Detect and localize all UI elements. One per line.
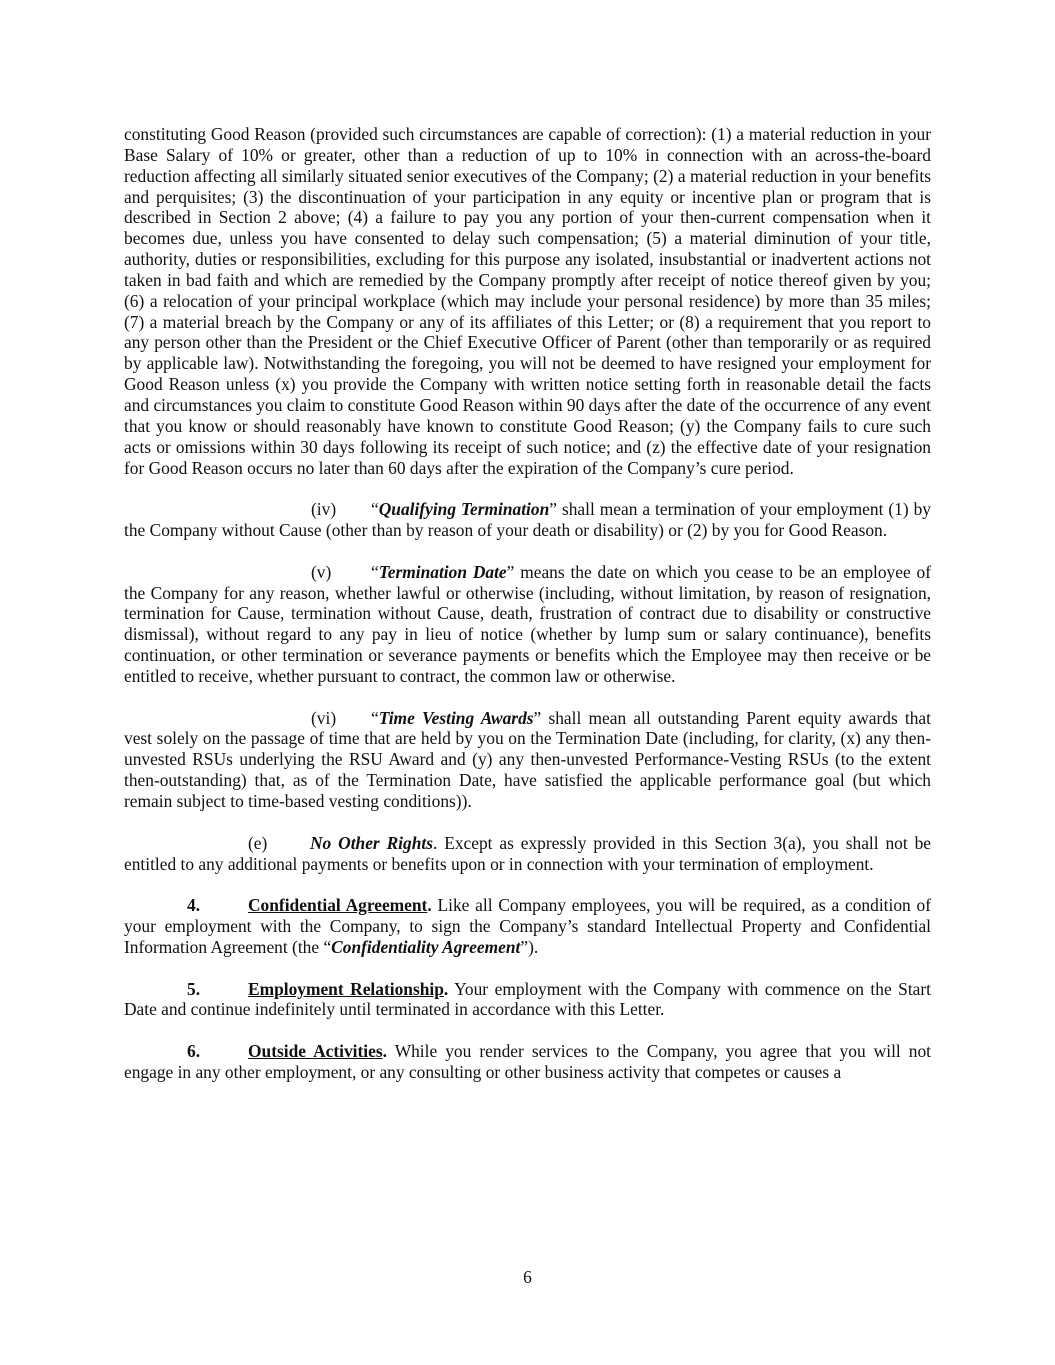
defined-term: Qualifying Termination <box>378 499 550 520</box>
termination-date-definition: (v) “Termination Date” means the date on which you cease to be an employee of the Company for any reason, whether lawful or otherwise (including, without limitation, by reason of resignation, termination for Cause, termination without Cause, death, frustration of contract due to disability or constructive dismissal), without regard to any pay in lieu of notice (whether by lump sum or salary continuance), benefits continuation, or other termination or severance payments or benefits which the Employee may then receive or be entitled to receive, whether pursuant to contract, the common law or otherwise. <box>124 561 932 686</box>
section-title: Confidential Agreement <box>248 895 428 916</box>
section-number: 6. <box>187 1041 201 1062</box>
section-5-employment-relationship: 5. Employment Relationship. Your employment with the Company with commence on the Start Date and continue indefinitely until terminated in accordance with this Letter. <box>124 978 932 1020</box>
clause-label: (v) <box>311 561 332 582</box>
page-number: 6 <box>523 1267 532 1287</box>
defined-term: Termination Date <box>378 561 507 582</box>
qualifying-termination-definition: (iv) “Qualifying Termination” shall mean a termination of your employment (1) by the Company without Cause (other than by reason of your death or disability) or (2) by you for Good Reason. <box>124 499 931 541</box>
clause-label: (iv) <box>311 499 337 520</box>
defined-term: Time Vesting Awards <box>378 707 534 728</box>
clause-heading: No Other Rights <box>310 832 433 853</box>
section-6-outside-activities: 6. Outside Activities. While you render services to the Company, you agree that you will not engage in any other employment, or any consulting or other business activity that competes or causes a <box>124 1041 931 1082</box>
clause-label: (vi) <box>311 707 337 728</box>
clause-label: (e) <box>248 832 268 853</box>
section-title: Employment Relationship <box>248 978 444 999</box>
section-number: 4. <box>187 895 201 916</box>
section-4-confidential-agreement: 4. Confidential Agreement. Like all Company employees, you will be required, as a condition of your employment with the Company, to sign the Company’s standard Intellectual Property and Confidential Information Agreement (the “Confidentiality Agreement”). <box>124 895 931 957</box>
no-other-rights-paragraph: (e) No Other Rights. Except as expressly provided in this Section 3(a), you shall not be entitled to any additional payments or benefits upon or in connection with your termination of employment. <box>124 832 931 874</box>
good-reason-continuation-paragraph: constituting Good Reason (provided such circumstances are capable of correction): (1) a material reduction in your Base Salary of 10% or greater, other than a reduction of up to 10% in connection with an across-the-board reduction affecting all similarly situated senior executives of the Company; (2) a material reduction in your benefits and perquisites; (3) the discontinuation of your participation in any equity or incentive plan or program that is described in Section 2 above; (4) a failure to pay you any portion of your then-current compensation when it becomes due, unless you have consented to delay such compensation; (5) a material diminution of your title, authority, duties or responsibilities, excluding for this purpose any isolated, insubstantial or inadvertent actions not taken in bad faith and which are remedied by the Company promptly after receipt of notice thereof given by you; (6) a relocation of your principal workplace (which may include your personal residence) by more than 35 miles; (7) a material breach by the Company or any of its affiliates of this Letter; or (8) a requirement that you report to any person other than the President or the Chief Executive Officer of Parent (other than temporarily or as required by applicable law). Notwithstanding the foregoing, you will not be deemed to have resigned your employment for Good Reason unless (x) you provide the Company with written notice setting forth in reasonable detail the facts and circumstances you claim to constitute Good Reason within 90 days after the date of the occurrence of any event that you know or should reasonably have known to constitute Good Reason; (y) the Company fails to cure such acts or omissions within 30 days following its receipt of such notice; and (z) the effective date of your resignation for Good Reason occurs no later than 60 days after the expiration of the Company’s cure period. <box>124 124 931 478</box>
section-title: Outside Activities <box>248 1041 383 1062</box>
document-page <box>124 124 931 1104</box>
time-vesting-awards-definition: (vi) “Time Vesting Awards” shall mean all outstanding Parent equity awards that vest solely on the passage of time that are held by you on the Termination Date (including, for clarity, (x) any then-unvested RSUs underlying the RSU Award and (y) any then-unvested Performance-Vesting RSUs (to the extent then-outstanding) that, as of the Termination Date, have satisfied the applicable performance goal (but which remain subject to time-based vesting conditions)). <box>124 707 931 811</box>
defined-term: Confidentiality Agreement <box>331 936 521 957</box>
section-number: 5. <box>187 978 201 999</box>
